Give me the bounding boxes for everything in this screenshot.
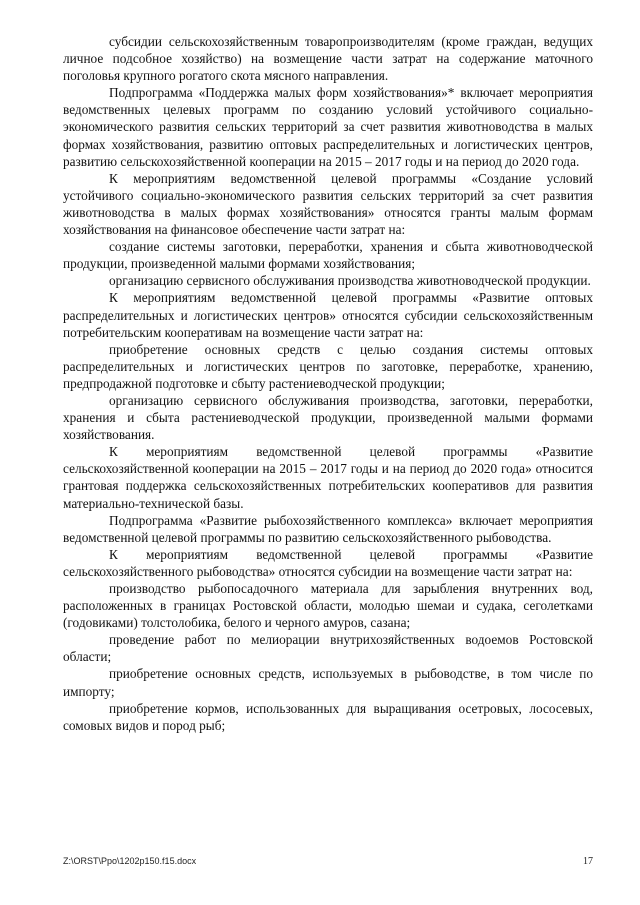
document-body xyxy=(63,33,593,734)
paragraph-2: Подпрограмма «Поддержка малых форм хозяйствования»* включает мероприятия ведомственных целевых программ по созданию условий устойчивого социально-экономического развития сельских территорий за счет развития животноводства в малых формах хозяйствования, развитию оптовых распределительных и логистических центров, развитию сельскохозяйственной кооперации на 2015 – 2017 годы и на период до 2020 года. xyxy=(63,85,593,169)
paragraph-1: субсидии сельскохозяйственным товаропроизводителям (кроме граждан, ведущих личное подсобное хозяйство) на возмещение части затрат на содержание маточного поголовья крупного рогатого скота мясного направления. xyxy=(63,34,593,84)
paragraph-3: К мероприятиям ведомственной целевой программы «Создание условий устойчивого социально-экономического развития сельских территорий за счет развития животноводства в малых формах хозяйствования» относятся гранты малым формам хозяйствования на финансовое обеспечение части затрат на: xyxy=(63,170,593,238)
paragraph-14: приобретение основных средств, используемых в рыбоводстве, в том числе по импорту; xyxy=(63,666,593,699)
paragraph-4: создание системы заготовки, переработки, хранения и сбыта животноводческой продукции, произведенной малыми формами хозяйствования; xyxy=(63,239,593,272)
footer-page-number: 17 xyxy=(583,856,593,867)
paragraph-10: Подпрограмма «Развитие рыбохозяйственного комплекса» включает мероприятия ведомственной целевой программы по развитию сельскохозяйственного рыбоводства. xyxy=(63,512,593,545)
paragraph-13: проведение работ по мелиорации внутрихозяйственных водоемов Ростовской области; xyxy=(63,632,593,665)
paragraph-6: К мероприятиям ведомственной целевой программы «Развитие оптовых распределительных и логистических центров» относятся субсидии сельскохозяйственным потребительским кооперативам на возмещение части затрат на: xyxy=(63,290,593,340)
paragraph-9: К мероприятиям ведомственной целевой программы «Развитие сельскохозяйственной кооперации на 2015 – 2017 годы и на период до 2020 года» относится грантовая поддержка сельскохозяйственных потребительских кооперативов для развития материально-технической базы. xyxy=(63,444,593,511)
paragraph-12: производство рыбопосадочного материала для зарыбления внутренних вод, расположенных в границах Ростовской области, молодью шемаи и судака, сеголетками (годовиками) толстолобика, белого и черного амуров, сазана; xyxy=(63,581,593,631)
paragraph-5: организацию сервисного обслуживания производства животноводческой продукции. xyxy=(109,273,591,289)
paragraph-8: организацию сервисного обслуживания производства, заготовки, переработки, хранения и сбыта растениеводческой продукции, произведенной малыми формами хозяйствования. xyxy=(63,392,593,443)
paragraph-7: приобретение основных средств с целью создания системы оптовых распределительных и логистических центров по заготовке, переработке, хранению, предпродажной подготовке и сбыту растениеводческой продукции; xyxy=(63,341,593,391)
footer-file-path: Z:\ORST\Ppo\1202p150.f15.docx xyxy=(63,856,197,866)
paragraph-15: приобретение кормов, использованных для выращивания осетровых, лососевых, сомовых видов и пород рыб; xyxy=(63,700,593,733)
paragraph-11: К мероприятиям ведомственной целевой программы «Развитие сельскохозяйственного рыбоводства» относятся субсидии на возмещение части затрат на: xyxy=(63,546,593,579)
